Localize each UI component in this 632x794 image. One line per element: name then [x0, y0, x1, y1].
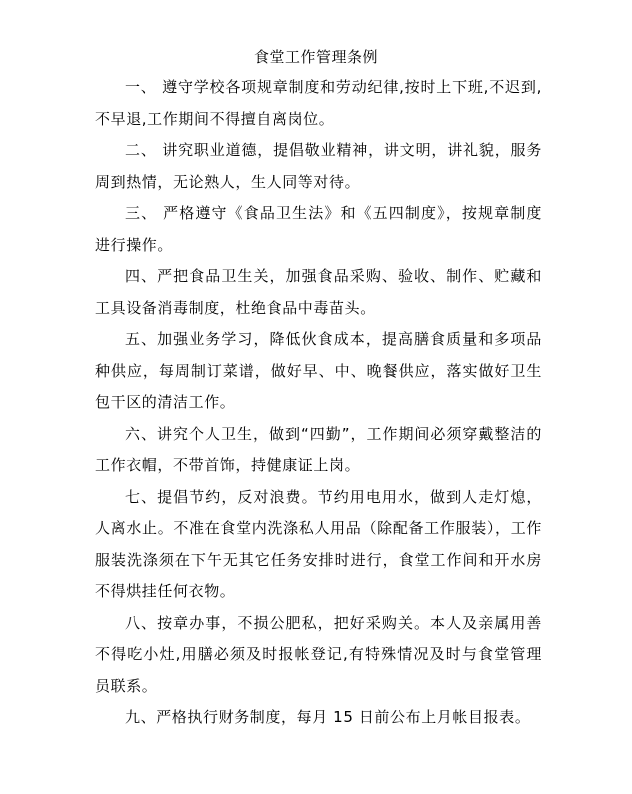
- document-body: [95, 72, 542, 734]
- clause-9: 九、严格执行财务制度，每月 15 日前公布上月帐目报表。: [125, 708, 531, 726]
- clause-8: 八、按章办事，不损公肥私，把好采购关。本人及亲属用善不得吃小灶,用膳必须及时报帐登记,有特殊情况及时与食堂管理员联系。: [95, 613, 542, 695]
- clause-4: 四、严把食品卫生关，加强食品采购、验收、制作、贮藏和工具设备消毒制度，杜绝食品中毒苗头。: [95, 267, 542, 317]
- clause-1: 一、 遵守学校各项规章制度和劳动纪律,按时上下班,不迟到,不早退,工作期间不得擅自离岗位。: [95, 78, 542, 128]
- document-title: 食堂工作管理条例: [253, 48, 378, 66]
- clause-5: 五、加强业务学习，降低伙食成本，提高膳食质量和多项品种供应，每周制订菜谱，做好早、中、晚餐供应，落实做好卫生包干区的清洁工作。: [95, 330, 542, 411]
- clause-6: 六、讲究个人卫生，做到“四勤”，工作期间必须穿戴整洁的工作衣帽，不带首饰，持健康证上岗。: [95, 424, 542, 474]
- clause-7: 七、提倡节约，反对浪费。节约用电用水，做到人走灯熄，人离水止。不准在食堂内洗涤私人用品（除配备工作服装），工作服装洗涤须在下午无其它任务安排时进行，食堂工作间和开水房不得烘挂任何衣物。: [95, 487, 542, 600]
- clause-3: 三、 严格遵守《食品卫生法》和《五四制度》，按规章制度进行操作。: [95, 204, 542, 254]
- clause-2: 二、 讲究职业道德，提倡敬业精神，讲文明，讲礼貌，服务周到热情，无论熟人，生人同等对待。: [95, 141, 542, 191]
